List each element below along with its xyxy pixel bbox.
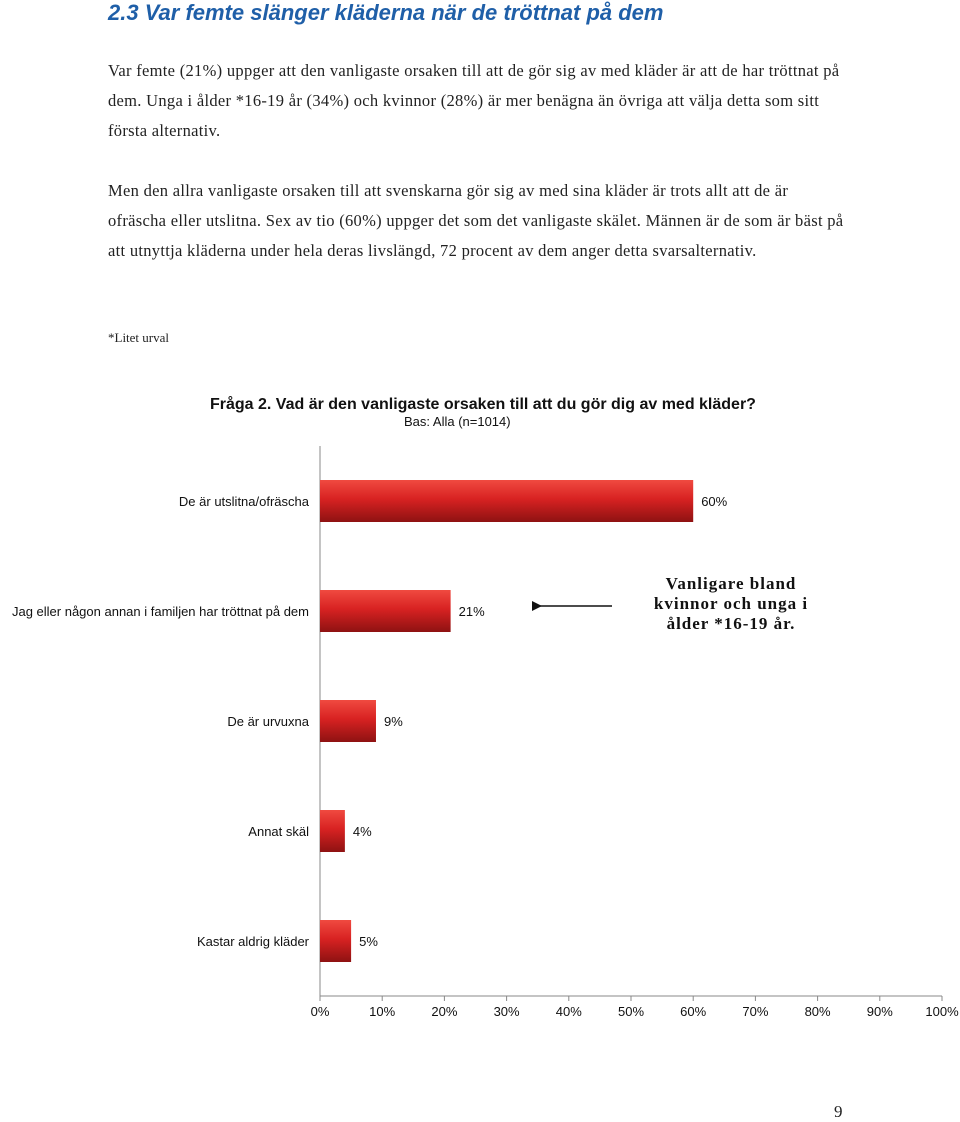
paragraph-2: Men den allra vanligaste orsaken till att svenskarna gör sig av med sina kläder är trots allt att de är ofräscha eller utslitna. Sex av tio (60%) uppger det som det vanligaste skälet. Männen är de som är bäst på att utnyttja kläderna under hela deras livslängd, 72 procent av dem anger detta svarsalternativ. <box>108 181 844 260</box>
x-tick-label: 10% <box>369 1004 396 1019</box>
footnote: *Litet urval <box>108 330 170 345</box>
section-heading: 2.3 Var femte slänger kläderna när de tröttnat på dem <box>108 0 664 25</box>
data-label: 9% <box>383 714 403 729</box>
x-tick-label: 20% <box>431 1004 458 1019</box>
category-label: Kastar aldrig kläder <box>197 934 309 949</box>
x-tick-label: 50% <box>617 1004 645 1019</box>
x-tick-label: 70% <box>742 1004 769 1019</box>
x-tick-label: 100% <box>925 1004 959 1019</box>
bar <box>320 810 345 852</box>
page-number: 9 <box>834 1102 843 1121</box>
x-tick-label: 90% <box>866 1004 893 1019</box>
x-tick-label: 0% <box>310 1004 330 1019</box>
bar <box>320 480 693 522</box>
chart-annotation: Vanligare bland kvinnor och unga i ålder *16-19 år. <box>653 574 809 633</box>
chart-title: Fråga 2. Vad är den vanligaste orsaken till att du gör dig av med kläder? <box>210 396 756 413</box>
data-label: 60% <box>701 494 728 509</box>
chart-subtitle: Bas: Alla (n=1014) <box>404 414 511 429</box>
category-label: Annat skäl <box>248 824 309 839</box>
x-tick-label: 30% <box>493 1004 520 1019</box>
data-label: 21% <box>458 604 485 619</box>
category-label: De är utslitna/ofräscha <box>178 494 309 509</box>
data-label: 4% <box>352 824 372 839</box>
bar <box>320 700 376 742</box>
data-label: 5% <box>359 934 378 949</box>
x-tick-label: 40% <box>555 1004 582 1019</box>
x-tick-label: 60% <box>680 1004 707 1019</box>
category-label: De är urvuxna <box>227 714 309 729</box>
category-label: Jag eller någon annan i familjen har tröttnat på dem <box>11 604 309 619</box>
bar <box>320 590 451 632</box>
paragraph-1: Var femte (21%) uppger att den vanligaste orsaken till att de gör sig av med kläder är att de har tröttnat på dem. Unga i ålder *16-19 år (34%) och kvinnor (28%) är mer benägna än övriga att välja detta som sitt första alternativ. <box>108 61 840 140</box>
x-tick-label: 80% <box>804 1004 831 1019</box>
bar <box>320 920 351 962</box>
